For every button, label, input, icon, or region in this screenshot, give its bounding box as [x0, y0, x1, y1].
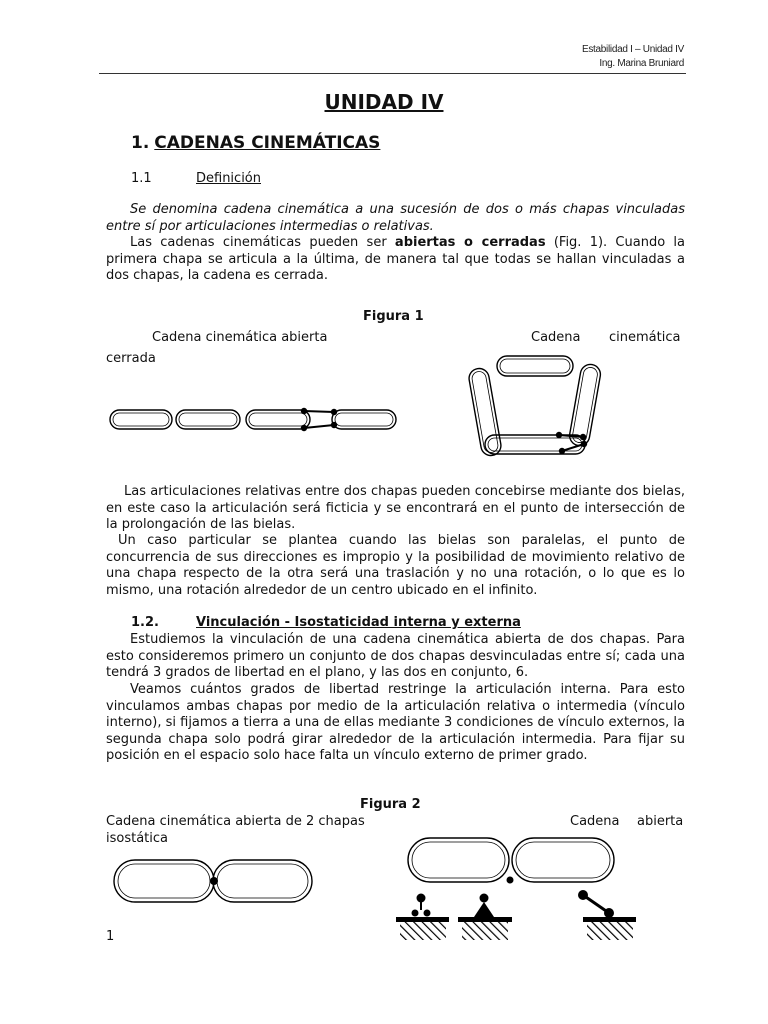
paragraph-types-part-a: Las cadenas cinemáticas pueden ser	[130, 235, 395, 250]
figure-1-caption-closed-a: Cadena	[531, 330, 581, 345]
open-chain-2-hinge	[507, 877, 514, 884]
section-title: CADENAS CINEMÁTICAS	[154, 133, 381, 153]
bar-support	[578, 890, 636, 940]
paragraph-bielas: Las articulaciones relativas entre dos chapas pueden concebirse mediante dos bielas, en este caso la articulación será ficticia y se encontrará en el punto de intersección de la prolongación de las bielas.	[106, 484, 685, 532]
subsection-1-number: 1.1	[131, 171, 152, 186]
paragraph-internal-hinge: Veamos cuántos grados de libertad restringe la articulación interna. Para esto vinculamos ambas chapas por medio de la articulación relativa o intermedia (vínculo interno), si fijamos a tierra a una de ellas mediante 3 condiciones de vínculo externos, la segunda chapa solo podrá girar alrededor de la articulación intermedia. Para fijar su posición en el espacio solo hace falta un vínculo externo de primer grado.	[106, 682, 685, 763]
subsection-2-number: 1.2.	[131, 615, 159, 630]
section-number: 1.	[131, 133, 150, 153]
open-chain-2-plate-1	[408, 838, 509, 882]
figure-2-caption-right-a: Cadena	[570, 814, 620, 829]
paragraph-parallel-bielas: Un caso particular se plantea cuando las bielas son paralelas, el punto de concurrencia de sus direcciones es impropio y la posibilidad de movimiento relativo de una chapa respecto de la otra será una traslación y no una rotación, o lo que es lo mismo, una rotación alrededor de un centro ubicado en el infinito.	[106, 533, 685, 598]
subsection-2-title: Vinculación - Isostaticidad interna y externa	[196, 615, 521, 630]
figure-2-caption-right-b: abierta	[637, 814, 684, 829]
paragraph-two-plates: Estudiemos la vinculación de una cadena cinemática abierta de dos chapas. Para esto consideremos primero un conjunto de dos chapas desvinculadas entre sí; cada una tendrá 3 grados de libertad en el plano, y las dos en conjunto, 6.	[106, 632, 685, 680]
header-author: Ing. Marina Bruniard	[599, 58, 684, 69]
page-number: 1	[106, 929, 115, 944]
figure-1-caption-closed-c: cerrada	[106, 351, 156, 366]
paragraph-definition: Se denomina cadena cinemática a una sucesión de dos o más chapas vinculadas entre sí por articulaciones intermedias o relativas.	[106, 202, 685, 234]
header-subject: Estabilidad I – Unidad IV	[581, 44, 684, 55]
figure-2-title: Figura 2	[360, 797, 421, 812]
figure-1-caption-closed-b: cinemática	[609, 330, 681, 345]
paragraph-types-bold: abiertas o cerradas	[394, 235, 546, 250]
figure-2-caption-left-a: Cadena cinemática abierta de 2 chapas	[106, 814, 365, 829]
page-title: UNIDAD IV	[324, 90, 444, 114]
paragraph-types-part-c: (Fig. 1). Cuando la primera chapa se articula a la última, de manera tal que todas se hallan vinculadas a dos chapas, la cadena es cerrada.	[106, 235, 685, 283]
pin-support-1	[396, 894, 449, 941]
figure-2-caption-left-b: isostática	[106, 831, 168, 846]
subsection-1-title: Definición	[196, 171, 261, 186]
pin-support-2	[458, 894, 512, 941]
figure-1-caption-open: Cadena cinemática abierta	[152, 330, 328, 345]
open-chain-2-plate-2	[512, 838, 614, 882]
figure-1-title: Figura 1	[363, 309, 424, 324]
